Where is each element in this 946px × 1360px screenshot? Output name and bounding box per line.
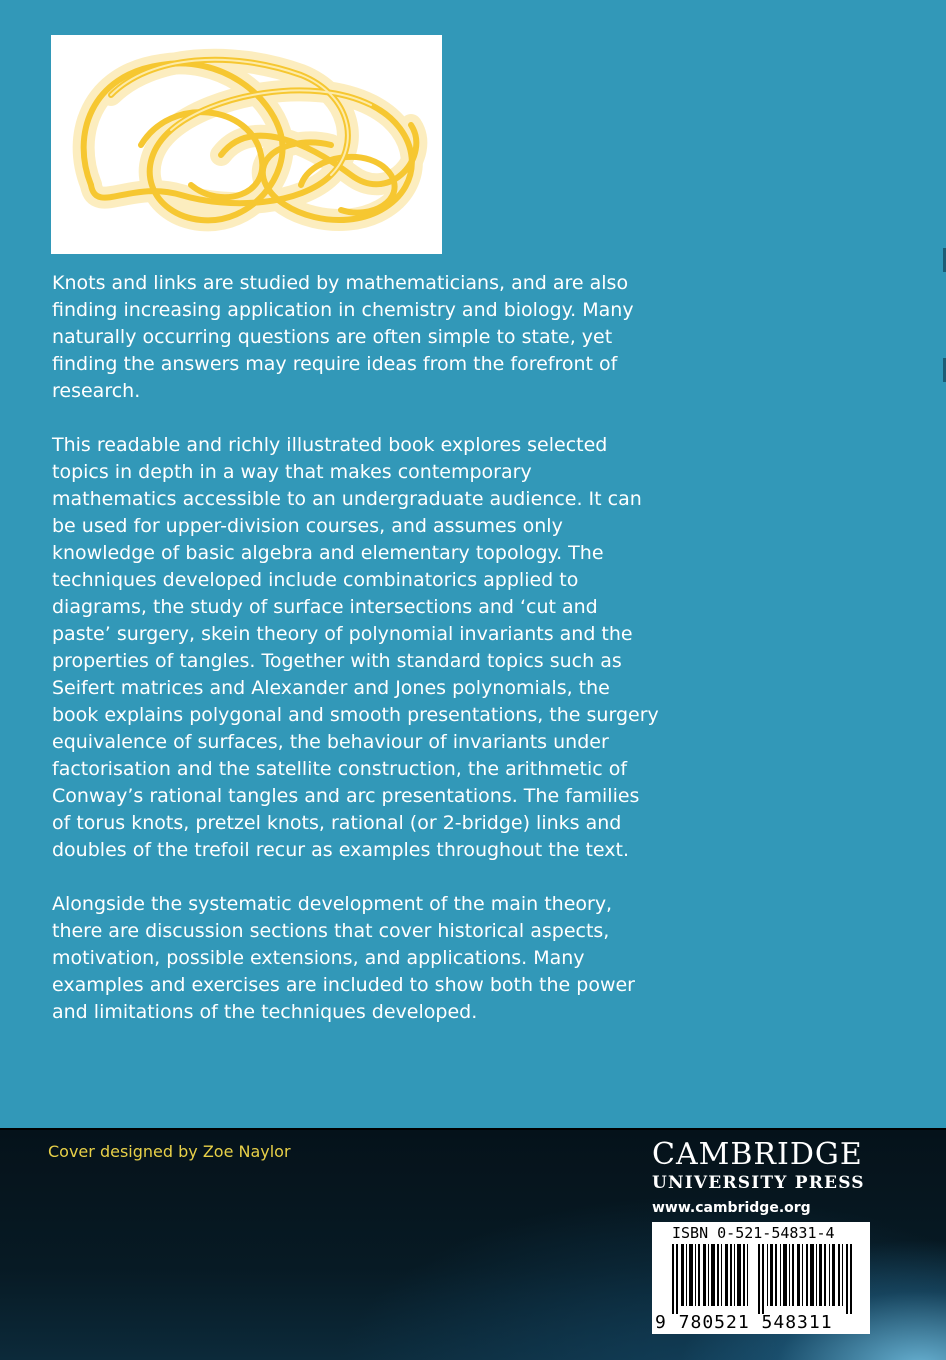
isbn-barcode-box (652, 1222, 870, 1334)
publisher-name: CAMBRIDGE (652, 1137, 863, 1172)
publisher-logo (652, 1138, 865, 1218)
isbn-label: ISBN 0-521-54831-4 (672, 1224, 835, 1242)
blurb-paragraph: Alongside the systematic development of the main theory, there are discussion sections that cover historical aspects, motivation, possible extensions, and applications. Many examples and exercises are included to show both the power and limitations of the techniques developed. (52, 893, 635, 1023)
publisher-url: www.cambridge.org (652, 1200, 811, 1216)
blurb-paragraph: This readable and richly illustrated book explores selected topics in depth in a way that makes contemporary mathematics accessible to an undergraduate audience. It can be used for upper-division courses, and assumes only knowledge of basic algebra and elementary topology. The techniques developed include combinatorics applied to diagrams, the study of surface intersections and ‘cut and paste’ surgery, skein theory of polynomial invariants and the properties of tangles. Together with standard topics such as Seifert matrices and Alexander and Jones polynomials, the book explains polygonal and smooth presentations, the surgery equivalence of surfaces, the behaviour of invariants under factorisation and the satellite construction, the arithmetic of Conway’s rational tangles and arc presentations. The families of torus knots, pretzel knots, rational (or 2-bridge) links and doubles of the trefoil recur as examples throughout the text. (52, 434, 659, 861)
barcode-digits: 9 780521 548311 (655, 1312, 833, 1333)
back-cover-blurb (52, 270, 662, 1053)
publisher-subtitle: UNIVERSITY PRESS (652, 1173, 865, 1193)
knot-illustration-icon (51, 35, 442, 254)
cover-credit: Cover designed by Zoe Naylor (48, 1142, 291, 1161)
cover-illustration (51, 35, 442, 254)
barcode-icon (672, 1244, 852, 1314)
footer-band (0, 1128, 946, 1360)
blurb-paragraph: Knots and links are studied by mathematicians, and are also finding increasing application in chemistry and biology. Many naturally occurring questions are often simple to state, yet finding the answers may require ideas from the forefront of research. (52, 272, 634, 402)
